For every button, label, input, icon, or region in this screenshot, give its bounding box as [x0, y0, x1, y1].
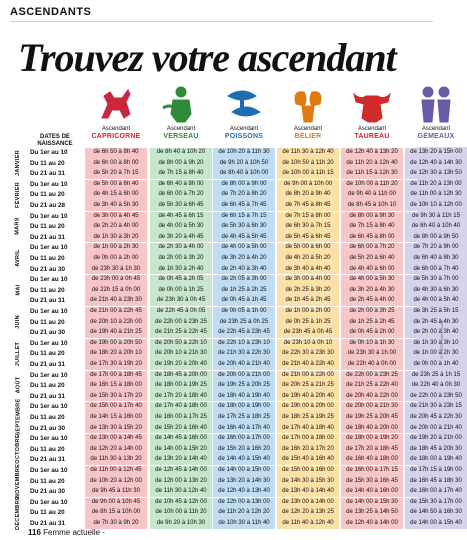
- time-range-cell: de 16h 45 à 18h 30: [410, 477, 462, 484]
- time-range-cell: de 2h 00 à 3h 20: [158, 255, 204, 261]
- date-range: Du 1er au 10: [30, 276, 68, 284]
- sign-header: [151, 84, 211, 141]
- month-label: JUILLET: [15, 341, 21, 366]
- time-range-cell: de 12h 40 à 14h 30: [410, 159, 462, 166]
- month-label: MAI: [15, 284, 22, 296]
- time-range-cell: de 7h 15 à 8h 40: [158, 170, 204, 177]
- time-range-cell: de 11h 30 à 12h 40: [155, 488, 207, 495]
- time-range-cell: de 10h 50 à 11h 20: [282, 159, 334, 166]
- time-range-cell: de 13h 00 à 14h 45: [90, 435, 142, 442]
- time-range-cell: de 9h 20 à 10h 50: [219, 159, 269, 166]
- time-range-cell: de 15h 40 à 16h 40: [282, 456, 334, 463]
- date-range: Du 21 au 31: [30, 233, 65, 241]
- ascendant-label: Ascendant: [293, 126, 323, 132]
- time-range-cell: de 14h 40 à 16h 00: [346, 488, 398, 495]
- time-range-cell: de 22h 00 à 23h 50: [410, 392, 462, 399]
- time-range-cell: de 17h 20 à 18h 45: [346, 445, 398, 452]
- month-label: OCTOBRE: [15, 434, 22, 464]
- date-range: Du 21 au 30: [30, 265, 65, 273]
- time-range-cell: de 16h 00 à 17h 25: [155, 414, 207, 420]
- time-range-cell: de 15h 30 à 17h 20: [90, 392, 142, 399]
- date-range: Du 21 au 30: [30, 488, 65, 496]
- time-range-cell: de 1h 30 à 2h 40: [158, 265, 204, 272]
- time-range-cell: de 6h 15 à 7h 15: [221, 212, 267, 219]
- date-range: Du 1er au 10: [30, 212, 68, 220]
- time-range-cell: de 2h 05 à 3h 00: [221, 276, 267, 283]
- time-range-cell: de 4h 00 à 5h 30: [158, 223, 204, 230]
- time-range-cell: de 4h 20 à 5h 20: [285, 255, 331, 261]
- time-range-cell: de 16h 15 à 18h 00: [90, 382, 142, 389]
- time-range-cell: de 5h 30 à 6h 45: [158, 202, 204, 208]
- time-range-cell: de 17h 20 à 18h 40: [155, 392, 207, 399]
- ascendant-label: Ascendant: [421, 126, 451, 132]
- time-range-cell: de 3h 20 à 4h 45: [158, 233, 204, 240]
- time-range-cell: de 22h 10 à 23h 10: [218, 339, 270, 346]
- time-range-cell: de 7h 30 à 9h 20: [93, 520, 139, 526]
- time-range-cell: de 6h 00 à 7h 40: [413, 265, 459, 272]
- time-range-cell: de 2h 45 à 4h 00: [349, 297, 395, 304]
- date-range: Du 11 au 20: [30, 414, 65, 421]
- time-range-cell: de 12h 00 à 13h 20: [155, 477, 207, 484]
- time-range-cell: de 17h 25 à 18h 25: [218, 414, 270, 420]
- sign-header: [86, 84, 146, 141]
- time-range-cell: de 1h 00 à 2h 00: [285, 308, 331, 314]
- time-range-cell: de 21h 25 à 22h 40: [346, 382, 398, 389]
- time-range-cell: de 3h 00 à 4h 45: [93, 212, 139, 219]
- time-range-cell: de 3h 40 à 4h 40: [285, 265, 331, 272]
- date-range: Du 11 au 20: [30, 159, 65, 167]
- sign-header: [214, 84, 274, 141]
- time-range-cell: de 11h 00 à 12h 30: [410, 191, 462, 198]
- time-range-cell: de 23h 10 à 0h 10: [283, 339, 333, 346]
- time-range-cell: de 6h 45 à 7h 45: [221, 202, 267, 208]
- time-range-cell: de 5h 30 à 6h 30: [221, 223, 267, 230]
- time-range-cell: de 6h 40 à 8h 30: [413, 255, 459, 261]
- time-range-cell: de 11h 20 à 12h 20: [218, 509, 270, 516]
- time-range-cell: de 1h 00 à 2h 30: [413, 350, 459, 357]
- time-range-cell: de 0h 45 à 1h 45: [221, 297, 267, 304]
- ascendant-label: Ascendant: [357, 126, 387, 132]
- time-range-cell: de 0h 10 à 1h 30: [349, 339, 395, 346]
- page-title: Trouvez votre ascendant: [18, 35, 396, 80]
- time-range-cell: de 1h 25 à 2h 45: [349, 318, 395, 325]
- time-range-cell: de 23h 45 à 0h 45: [283, 329, 333, 336]
- time-range-cell: de 15h 00 à 17h 40: [90, 403, 142, 410]
- month-label: AOÛT: [15, 377, 22, 394]
- dates-header: DATES DE NAISSANCE: [37, 134, 73, 147]
- section-label: ASCENDANTS: [10, 6, 92, 18]
- time-range-cell: de 5h 00 à 6h 00: [285, 244, 331, 251]
- time-range-cell: de 21h 40 à 22h 40: [282, 361, 334, 367]
- date-range: Du 11 au 20: [30, 509, 65, 517]
- time-range-cell: de 21h 25 à 22h 45: [155, 329, 207, 336]
- time-range-cell: de 4h 45 à 5h 45: [221, 233, 267, 240]
- time-range-cell: de 7h 20 à 8h 20: [221, 191, 267, 198]
- time-range-cell: de 2h 40 à 3h 40: [221, 265, 267, 272]
- time-range-cell: de 3h 00 à 4h 00: [285, 276, 331, 283]
- time-range-cell: de 13h 20 à 14h 30: [218, 477, 270, 484]
- sign-name: POISSONS: [224, 133, 264, 140]
- date-range: Du 11 au 20: [30, 382, 65, 390]
- time-range-cell: de 14h 00 à 15h 20: [155, 445, 207, 452]
- month-label: JANVIER: [15, 149, 22, 176]
- date-range: Du 21 au 31: [30, 170, 65, 178]
- time-range-cell: de 0h 00 à 1h 40: [413, 361, 459, 367]
- month-label: MARS: [15, 217, 21, 236]
- time-range-cell: de 1h 00 à 2h 30: [93, 244, 139, 251]
- sign-name: TAUREAU: [354, 133, 390, 140]
- time-range-cell: de 18h 00 à 19h 00: [218, 403, 270, 410]
- ascendant-label: Ascendant: [101, 126, 131, 132]
- time-range-cell: de 8h 40 à 10h 40: [411, 223, 461, 230]
- time-range-cell: de 4h 45 à 6h 15: [158, 212, 204, 219]
- time-range-cell: de 16h 00 à 17h 40: [410, 488, 462, 495]
- time-range-cell: de 16h 40 à 18h 00: [346, 456, 398, 463]
- page-footer: [28, 528, 105, 537]
- time-range-cell: de 7h 15 à 8h 40: [349, 223, 395, 230]
- time-range-cell: de 18h 40 à 20h 00: [346, 424, 398, 431]
- time-range-cell: de 8h 00 à 9h 00: [221, 180, 267, 187]
- time-range-cell: de 8h 00 à 9h 50: [413, 233, 459, 240]
- date-range: Du 11 au 20: [30, 445, 65, 453]
- time-range-cell: de 19h 25 à 20h 45: [346, 414, 398, 420]
- time-range-cell: de 9h 30 à 11h 15: [412, 212, 460, 219]
- time-range-cell: de 20h 40 à 21h 40: [218, 361, 270, 367]
- time-range-cell: de 2h 00 à 3h 25: [349, 308, 395, 314]
- time-range-cell: de 11h 40 à 12h 40: [282, 520, 334, 526]
- time-range-cell: de 23h 30 à 0h 45: [156, 297, 206, 304]
- time-range-cell: de 21h 40 à 23h 30: [90, 297, 142, 304]
- time-range-cell: de 1h 30 à 3h 20: [93, 233, 139, 240]
- time-range-cell: de 9h 20 à 10h 30: [156, 520, 206, 526]
- date-range: Du 21 au 28: [30, 202, 65, 209]
- time-range-cell: de 3h 25 à 5h 15: [413, 308, 459, 314]
- date-range: Du 11 au 20: [30, 477, 65, 485]
- time-range-cell: de 6h 50 à 8h 40: [93, 149, 139, 155]
- time-range-cell: de 10h 45 à 12h 00: [155, 498, 207, 505]
- time-range-cell: de 10h 10 à 12h 00: [410, 202, 462, 208]
- time-range-cell: de 8h 45 à 10h 10: [347, 202, 397, 208]
- time-range-cell: de 22h 15 à 0h 00: [91, 286, 141, 293]
- time-range-cell: de 0h 00 à 1h 25: [158, 286, 204, 293]
- time-range-cell: de 2h 30 à 4h 00: [158, 244, 204, 251]
- sign-header: [342, 84, 402, 141]
- time-range-cell: de 7h 45 à 8h 45: [285, 202, 331, 208]
- time-range-cell: de 4h 00 à 5h 40: [413, 297, 459, 304]
- date-range: Du 1er au 10: [30, 403, 68, 411]
- time-range-cell: de 12h 00 à 13h 00: [218, 498, 270, 505]
- sign-name: VERSEAU: [163, 133, 199, 140]
- time-range-cell: de 18h 00 à 19h 25: [155, 382, 207, 389]
- time-range-cell: de 21h 30 à 23h 15: [410, 403, 462, 410]
- date-range: Du 21 au 31: [30, 520, 65, 527]
- month-label: FÉVRIER: [15, 181, 21, 208]
- time-range-cell: de 19h 00 à 20h 50: [90, 339, 142, 346]
- time-range-cell: de 18h 45 à 20h 00: [155, 371, 207, 378]
- time-range-cell: de 11h 15 à 12h 30: [346, 170, 398, 177]
- time-range-cell: de 5h 20 à 7h 15: [93, 170, 139, 177]
- time-range-cell: de 13h 40 à 14h 40: [282, 488, 334, 495]
- time-range-cell: de 10h 20 à 12h 00: [90, 477, 142, 484]
- time-range-cell: de 9h 00 à 10h 00: [283, 180, 333, 187]
- time-range-cell: de 19h 25 à 20h 25: [218, 382, 270, 389]
- time-range-cell: de 13h 30 à 15h 20: [90, 424, 142, 431]
- time-range-cell: de 8h 00 à 9h 30: [349, 212, 395, 219]
- date-range: Du 1er au 10: [30, 180, 68, 188]
- time-range-cell: de 12h 20 à 14h 00: [90, 445, 142, 452]
- time-range-cell: de 15h 30 à 16h 45: [346, 477, 398, 484]
- time-range-cell: de 7h 20 à 9h 00: [413, 244, 459, 251]
- time-range-cell: de 6h 00 à 7h 20: [158, 191, 204, 198]
- time-range-cell: de 17h 00 à 18h 00: [282, 435, 334, 442]
- time-range-cell: de 16h 00 à 17h 15: [346, 467, 398, 473]
- time-range-cell: de 4h 30 à 6h 30: [413, 286, 459, 293]
- photo-credit: © LIBEO Natal Studio: [439, 320, 444, 359]
- sign-name: GÉMEAUX: [417, 133, 455, 140]
- date-range: Du 11 au 20: [30, 350, 65, 358]
- time-range-cell: de 11h 20 à 13h 00: [410, 180, 462, 187]
- time-range-cell: de 19h 20 à 20h 40: [155, 361, 207, 367]
- time-range-cell: de 7h 15 à 8h 00: [285, 212, 331, 219]
- time-range-cell: de 14h 45 à 16h 00: [155, 435, 207, 442]
- time-range-cell: de 1h 25 à 2h 25: [221, 286, 267, 293]
- time-range-cell: de 0h 45 à 2h 00: [349, 329, 395, 336]
- time-range-cell: de 13h 20 à 14h 40: [155, 456, 207, 463]
- time-range-cell: de 18h 40 à 19h 40: [218, 392, 270, 399]
- time-range-cell: de 20h 10 à 21h 30: [155, 350, 207, 357]
- time-range-cell: de 23h 30 à 1h 00: [347, 350, 397, 357]
- time-range-cell: de 23h 25 à 1h 15: [411, 371, 461, 378]
- sign-header: [406, 84, 466, 141]
- month-label: NOVEMBRE: [15, 463, 21, 498]
- time-range-cell: de 8h 00 à 9h 20: [158, 159, 204, 166]
- pisces-fish-icon: [222, 84, 266, 124]
- time-range-cell: de 5h 45 à 6h 45: [285, 233, 331, 240]
- date-range: Du 1er au 10: [30, 371, 68, 379]
- time-range-cell: de 14h 50 à 16h 30: [410, 509, 462, 516]
- time-range-cell: de 22h 45 à 23h 45: [218, 329, 270, 336]
- time-range-cell: de 10h 20 à 11h 30: [218, 149, 270, 155]
- time-range-cell: de 14h 00 à 15h 00: [218, 467, 270, 473]
- time-range-cell: de 0h 05 à 1h 00: [221, 308, 267, 314]
- sign-name: CAPRICORNE: [91, 133, 141, 140]
- time-range-cell: de 22h 00 à 23h 25: [155, 318, 207, 325]
- date-range: Du 11 au 20: [30, 318, 65, 326]
- time-range-cell: de 21h 00 à 22h 00: [282, 371, 334, 378]
- time-range-cell: de 14h 40 à 15h 40: [218, 456, 270, 463]
- month-label: JUIN: [15, 315, 22, 329]
- sign-header: [278, 84, 338, 141]
- date-range: Du 1er au 10: [30, 467, 68, 474]
- time-range-cell: de 6h 00 à 8h 00: [93, 159, 139, 166]
- magazine-name: Femme actuelle -: [43, 528, 105, 537]
- taurus-bull-icon: [350, 84, 394, 124]
- month-label: DÉCEMBRE: [15, 495, 21, 530]
- time-range-cell: de 22h 40 à 0h 00: [347, 361, 397, 367]
- time-range-cell: de 9h 40 à 11h 00: [348, 191, 396, 198]
- time-range-cell: de 10h 00 à 11h 20: [346, 180, 398, 187]
- time-range-cell: de 19h 00 à 20h 00: [282, 403, 334, 410]
- time-range-cell: de 20h 40 à 22h 00: [346, 392, 398, 399]
- time-range-cell: de 17h 40 à 18h 00: [155, 403, 207, 410]
- time-range-cell: de 11h 30 à 13h 20: [90, 456, 142, 463]
- time-range-cell: de 21h 30 à 22h 30: [218, 350, 270, 357]
- date-range: Du 1er au 10: [30, 244, 68, 252]
- time-range-cell: de 13h 20 à 15h 00: [410, 149, 462, 155]
- time-range-cell: de 3h 20 à 4h 30: [349, 286, 395, 293]
- time-range-cell: de 10h 30 à 11h 40: [218, 520, 270, 526]
- time-range-cell: de 14h 30 à 15h 30: [282, 477, 334, 484]
- time-range-cell: de 4h 40 à 6h 00: [349, 265, 395, 272]
- time-range-cell: de 8h 40 à 10h 00: [219, 170, 269, 177]
- time-range-cell: de 5h 30 à 7h 00: [413, 276, 459, 283]
- time-range-cell: de 21h 00 à 22h 45: [90, 308, 142, 314]
- date-range: Du 21 au 31: [30, 297, 65, 305]
- time-range-cell: de 20h 25 à 21h 25: [282, 382, 334, 389]
- time-range-cell: de 20h 00 à 21h 40: [410, 424, 462, 431]
- time-range-cell: de 12h 45 à 14h 00: [155, 467, 207, 473]
- date-range: Du 11 au 20: [30, 255, 65, 262]
- date-range: Du 1er au 10: [30, 435, 68, 443]
- time-range-cell: de 4h 00 à 5h 00: [221, 244, 267, 251]
- ascendant-label: Ascendant: [166, 126, 196, 132]
- time-range-cell: de 5h 00 à 6h 40: [93, 180, 139, 187]
- time-range-cell: de 16h 20 à 17h 20: [282, 445, 334, 452]
- time-range-cell: de 13h 25 à 14h 50: [346, 509, 398, 516]
- date-range: Du 1er au 10: [30, 308, 68, 315]
- time-range-cell: de 2h 20 à 4h 00: [93, 223, 139, 230]
- time-range-cell: de 18h 45 à 20h 30: [410, 445, 462, 452]
- time-range-cell: de 15h 30 à 17h 00: [410, 498, 462, 505]
- time-range-cell: de 2h 00 à 3h 40: [413, 329, 459, 336]
- time-range-cell: de 20h 00 à 21h 30: [346, 403, 398, 410]
- time-range-cell: de 12h 40 à 13h 20: [346, 149, 398, 155]
- time-range-cell: de 6h 40 à 8h 00: [158, 180, 204, 187]
- month-label: AVRIL: [15, 249, 21, 268]
- time-range-cell: de 18h 00 à 19h 20: [346, 435, 398, 442]
- time-range-cell: de 0h 45 à 2h 05: [158, 276, 204, 283]
- time-range-cell: de 20h 50 à 22h 10: [155, 339, 207, 346]
- time-range-cell: de 23h 30 à 1h 30: [91, 265, 141, 272]
- time-range-cell: de 23h 25 à 0h 25: [219, 318, 269, 325]
- time-range-cell: de 2h 45 à 4h 30: [413, 318, 459, 325]
- date-range: Du 1er au 10: [30, 339, 68, 347]
- time-range-cell: de 2h 25 à 3h 20: [285, 286, 331, 293]
- time-range-cell: de 18h 00 à 19h 40: [410, 456, 462, 463]
- date-range: Du 21 au 31: [30, 361, 65, 368]
- time-range-cell: de 6h 45 à 8h 00: [349, 233, 395, 240]
- time-range-cell: de 5h 20 à 6h 40: [349, 255, 395, 261]
- time-range-cell: de 11h 00 à 12h 45: [90, 467, 142, 473]
- time-range-cell: de 18h 25 à 19h 25: [282, 414, 334, 420]
- time-range-cell: de 22h 30 à 23h 30: [282, 350, 334, 357]
- time-range-cell: de 22h 45 à 0h 05: [156, 308, 206, 314]
- time-range-cell: de 17h 30 à 19h 20: [90, 361, 142, 367]
- time-range-cell: de 22h 40 à 0h 30: [411, 382, 461, 389]
- time-range-cell: de 19h 40 à 20h 40: [282, 392, 334, 399]
- time-range-cell: de 12h 40 à 14h 00: [346, 520, 398, 526]
- time-range-cell: de 10h 00 à 11h 15: [282, 170, 334, 177]
- time-range-cell: de 16h 40 à 17h 40: [218, 424, 270, 431]
- time-range-cell: de 12h 30 à 13h 50: [410, 170, 462, 177]
- capricorn-goat-icon: [94, 84, 138, 124]
- aries-ram-icon: [286, 84, 330, 124]
- time-range-cell: de 1h 30 à 3h 10: [413, 339, 459, 346]
- time-range-cell: de 6h 00 à 7h 20: [349, 244, 395, 251]
- time-range-cell: de 3h 20 à 4h 20: [221, 255, 267, 261]
- time-range-cell: de 4h 00 à 5h 30: [349, 276, 395, 283]
- time-range-cell: de 13h 00 à 14h 00: [282, 498, 334, 505]
- time-range-cell: de 4h 15 à 6h 00: [93, 191, 139, 198]
- month-label: SEPTEMBRE: [15, 398, 21, 436]
- time-range-cell: de 10h 00 à 11h 20: [155, 509, 207, 516]
- gemini-twins-icon: [414, 84, 458, 124]
- time-range-cell: de 3h 40 à 5h 30: [93, 202, 139, 208]
- sign-name: BÉLIER: [294, 133, 322, 140]
- time-range-cell: de 15h 00 à 16h 00: [282, 467, 334, 473]
- time-range-cell: de 15h 20 à 16h 40: [155, 424, 207, 431]
- time-range-cell: de 0h 00 à 2h 00: [93, 255, 139, 261]
- time-range-cell: de 6h 30 à 7h 15: [285, 223, 331, 230]
- time-range-cell: de 23h 00 à 0h 45: [91, 276, 141, 283]
- date-range: Du 11 au 20: [30, 191, 65, 199]
- page-number: 116: [28, 528, 41, 537]
- time-range-cell: de 9h 45 à 11h 30: [92, 488, 140, 495]
- date-range: Du 11 au 20: [30, 223, 65, 231]
- time-range-cell: de 11h 30 à 12h 40: [282, 149, 334, 155]
- time-range-cell: de 8h 20 à 9h 40: [285, 191, 331, 198]
- time-range-cell: de 20h 10 à 22h 00: [90, 318, 142, 325]
- time-range-cell: de 11h 20 à 12h 40: [346, 159, 398, 166]
- time-range-cell: de 16h 00 à 17h 00: [218, 435, 270, 442]
- date-range: Du 21 au 30: [30, 329, 65, 337]
- time-range-cell: de 12h 20 à 13h 25: [282, 509, 334, 516]
- date-range: Du 21 au 30: [30, 424, 65, 432]
- time-range-cell: de 0h 25 à 1h 25: [285, 318, 331, 325]
- date-range: Du 21 au 31: [30, 392, 65, 400]
- time-range-cell: de 8h 40 à 10h 20: [156, 149, 206, 155]
- time-range-cell: de 8h 15 à 10h 00: [91, 509, 141, 516]
- time-range-cell: de 1h 45 à 2h 45: [285, 297, 331, 304]
- time-range-cell: de 14h 00 à 15h 30: [346, 498, 398, 505]
- date-range: Du 11 au 20: [30, 286, 65, 294]
- section-divider: [10, 21, 433, 22]
- time-range-cell: de 19h 20 à 21h 00: [410, 435, 462, 442]
- time-range-cell: de 9h 00 à 10h 45: [91, 498, 141, 505]
- time-range-cell: de 20h 45 à 22h 30: [410, 414, 462, 420]
- time-range-cell: de 17h 15 à 19h 00: [410, 467, 462, 473]
- time-range-cell: de 19h 40 à 21h 25: [90, 329, 142, 336]
- date-range: Du 1er au 10: [30, 149, 68, 156]
- time-range-cell: de 18h 20 à 20h 10: [90, 350, 142, 357]
- time-range-cell: de 20h 00 à 21h 00: [218, 371, 270, 378]
- time-range-cell: de 17h 00 à 18h 45: [90, 371, 142, 378]
- time-range-cell: de 14h 00 à 15h 40: [410, 520, 462, 526]
- ascendant-label: Ascendant: [229, 126, 259, 132]
- time-range-cell: de 15h 20 à 16h 20: [218, 445, 270, 452]
- time-range-cell: de 14h 15 à 16h 00: [90, 414, 142, 420]
- aquarius-figure-icon: [159, 84, 203, 124]
- time-range-cell: de 22h 00 à 23h 25: [346, 371, 398, 378]
- time-range-cell: de 17h 40 à 18h 40: [282, 424, 334, 431]
- time-range-cell: de 12h 40 à 13h 40: [218, 488, 270, 495]
- date-range: Du 1er au 10: [30, 498, 68, 506]
- date-range: Du 21 au 31: [30, 456, 65, 464]
